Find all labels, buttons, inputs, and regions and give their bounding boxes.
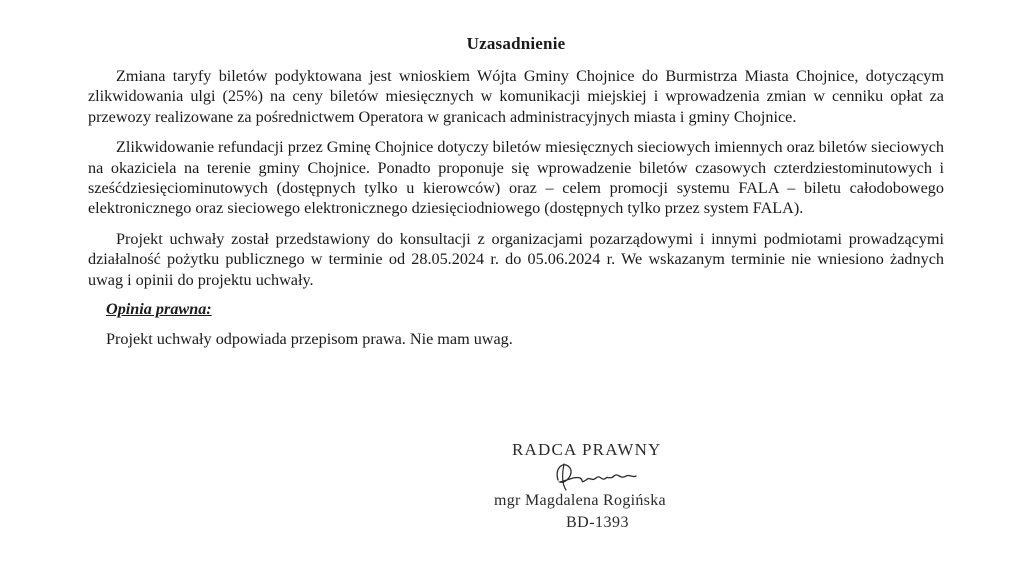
- legal-opinion-text: Projekt uchwały odpowiada przepisom prawa. Nie mam uwag.: [106, 330, 513, 349]
- paragraph-3: Projekt uchwały został przedstawiony do konsultacji z organizacjami pozarządowymi i innymi podmiotami prowadzącymi działalność pożytku publicznego w terminie od 28.05.2024 r. do 05.06.2024 r. We wskazanym terminie nie wniesiono żadnych uwag i opinii do projektu uchwały.: [88, 229, 944, 289]
- paragraph-1: Zmiana taryfy biletów podyktowana jest wnioskiem Wójta Gminy Chojnice do Burmistrza Miasta Chojnice, dotyczącym zlikwidowania ulgi (25%) na ceny biletów miesięcznych w komunikacji miejskiej i wprowadzenia zmian w cenniku opłat za przewozy realizowane za pośrednictwem Operatora w granicach administracyjnych miasta i gminy Chojnice.: [88, 67, 944, 126]
- document-title: Uzasadnienie: [466, 34, 566, 53]
- handwritten-signature: [550, 454, 640, 494]
- paragraph-2: Zlikwidowanie refundacji przez Gminę Chojnice dotyczy biletów miesięcznych sieciowych imiennych oraz biletów sieciowych na okaziciela na terenie gminy Chojnice. Ponadto proponuje się wprowadzenie biletów czasowych czterdziestominutowych i sześćdziesięciominutowych (dostępnych tylko u kierowców) oraz – celem promocji systemu FALA – biletu całodobowego elektronicznego oraz sieciowego elektronicznego dziesięciodniowego (dostępnych tylko przez system FALA).: [88, 138, 944, 218]
- legal-opinion-heading: Opinia prawna:: [106, 300, 212, 319]
- stamp-title: RADCA PRAWNY: [512, 440, 662, 459]
- document-body: [88, 34, 944, 349]
- stamp-name: mgr Magdalena Rogińska: [494, 492, 666, 509]
- stamp-code: BD-1393: [566, 514, 630, 531]
